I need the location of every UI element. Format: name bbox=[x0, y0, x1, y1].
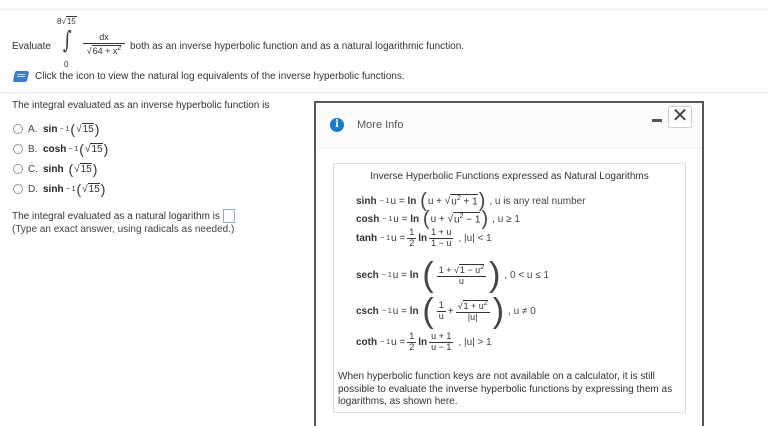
dialog-header bbox=[316, 103, 702, 149]
info-link-text: Click the icon to view the natural log equivalents of the inverse hyperbolic functions. bbox=[35, 71, 405, 82]
radio-button[interactable] bbox=[13, 124, 23, 134]
panel-note: When hyperbolic function keys are not available on a calculator, it is still possible to evaluate the inverse hyperbolic functions by expressing them as logarithms, as shown here. bbox=[338, 371, 673, 407]
panel-title: Inverse Hyperbolic Functions expressed as Natural Logarithms bbox=[370, 171, 649, 182]
option-a[interactable]: A. sin − 1 ( √ 15 ) bbox=[13, 119, 109, 139]
formula-tanh: tanh − 1 u = 1 2 ln 1 + u 1 − u , |u| < 1 bbox=[356, 227, 492, 248]
info-icon: i bbox=[330, 118, 344, 132]
formula-panel bbox=[333, 163, 686, 413]
minimize-button[interactable] bbox=[652, 113, 662, 127]
option-b[interactable]: B. cosh − 1 ( √ 15 ) bbox=[13, 139, 109, 159]
radio-button[interactable] bbox=[13, 144, 23, 154]
formula-coth: coth − 1 u = 1 2 ln u + 1 u − 1 , |u| > 1 bbox=[356, 331, 492, 352]
answer-input[interactable] bbox=[223, 209, 235, 223]
close-button[interactable]: ✕ bbox=[668, 106, 692, 128]
integral-lower-limit: 0 bbox=[64, 60, 69, 69]
integrand-fraction: $\frac{dx}{√64 + x^2}$ bbox=[83, 32, 125, 56]
section-divider bbox=[0, 92, 768, 93]
dialog-title: More Info bbox=[357, 119, 404, 131]
evaluate-label: Evaluate bbox=[12, 41, 51, 52]
radio-button[interactable] bbox=[13, 184, 23, 194]
formula-sech: sech − 1 u = ln ( $1 + √1 - u^2$ u ) , 0 < u ≤ 1 bbox=[356, 256, 550, 294]
part2-label: The integral evaluated as a natural logarithm is bbox=[12, 210, 220, 222]
formula-csch: csch − 1 u = ln ( 1 u + $√1 + u^2$ |u| ) , u ≠ 0 bbox=[356, 292, 536, 330]
part1-label: The integral evaluated as an inverse hyperbolic function is bbox=[12, 100, 270, 111]
integral-upper-limit: 8√15 bbox=[57, 17, 76, 26]
top-divider bbox=[0, 9, 768, 10]
integral-sign: ∫ bbox=[62, 26, 72, 54]
more-info-dialog bbox=[314, 101, 704, 426]
question-instruction: both as an inverse hyperbolic function and as a natural logarithmic function. bbox=[130, 41, 465, 52]
formula-sinh: sinh − 1 u = ln ( u + √ $u^2 + 1$ ) , u is any real number bbox=[356, 190, 586, 212]
option-d[interactable]: D. sinh − 1 ( √ 15 ) bbox=[13, 179, 109, 199]
part2-label-row bbox=[12, 209, 235, 223]
radio-button[interactable] bbox=[13, 164, 23, 174]
formula-cosh: cosh − 1 u = ln ( u + √ $u^2 - 1$ ) , u ≥ 1 bbox=[356, 208, 520, 230]
book-icon[interactable] bbox=[13, 71, 29, 82]
info-link-row bbox=[14, 71, 405, 82]
answer-options bbox=[13, 119, 109, 199]
part2-hint: (Type an exact answer, using radicals as needed.) bbox=[12, 224, 235, 235]
option-c[interactable]: C. sinh ( √ 15 ) bbox=[13, 159, 109, 179]
